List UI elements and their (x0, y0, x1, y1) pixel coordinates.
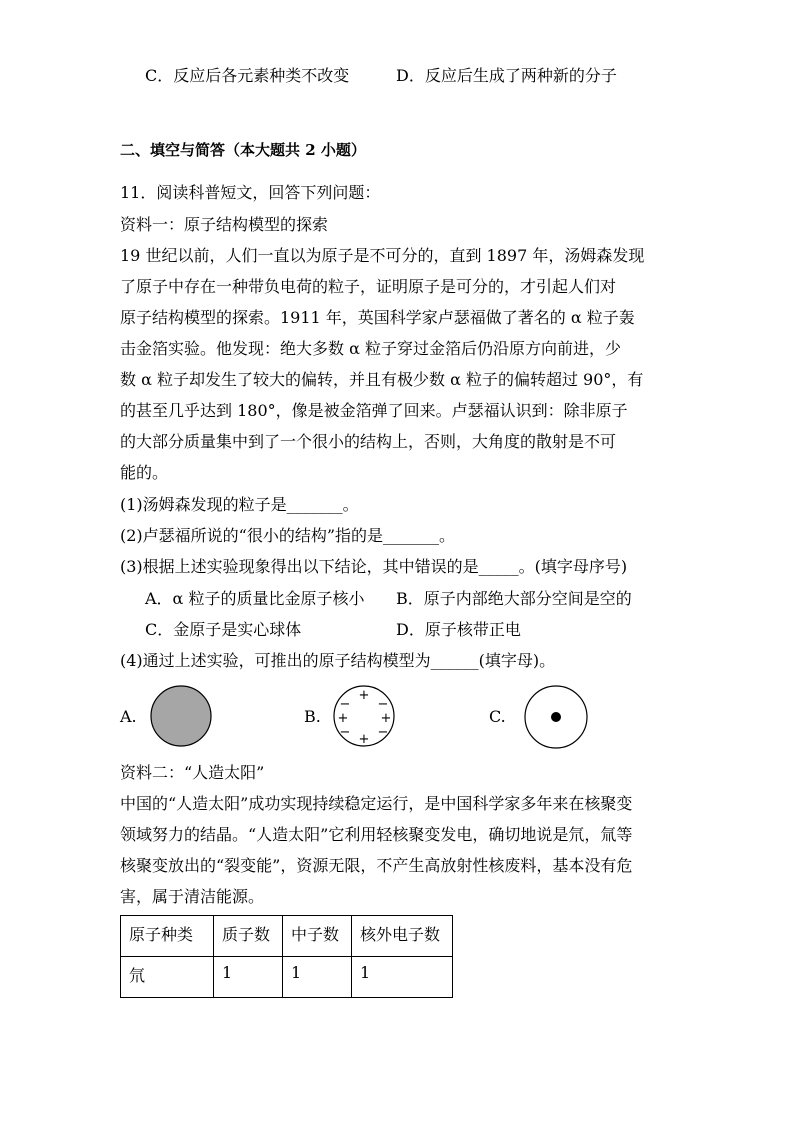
q3-option-d: D．原子核带正电 (396, 620, 521, 639)
option-d-top: D．反应后生成了两种新的分子 (396, 66, 617, 85)
charge-symbol: + (380, 711, 392, 726)
material2-line: 核聚变放出的“裂变能”，资源无限，不产生高放射性核废料，基本没有危 (120, 856, 633, 875)
model-b-label: B. (304, 707, 321, 726)
nucleus-dot (551, 712, 561, 722)
table-header-cell: 质子数 (214, 916, 283, 957)
table-header-row (121, 916, 453, 957)
q3-option-a: A．α 粒子的质量比金原子核小 (145, 589, 365, 608)
material1-title: 资料一：原子结构模型的探索 (120, 215, 329, 234)
model-c-nuclear (522, 684, 590, 750)
charge-symbol: − (339, 725, 351, 740)
model-c-label: C. (489, 707, 506, 726)
table-cell: 1 (283, 957, 352, 998)
model-b-plum-pudding (332, 684, 396, 748)
material2-line: 领域努力的结晶。“人造太阳”它利用轻核聚变发电，确切地说是氘，氚等 (120, 825, 633, 844)
atom-data-table (120, 915, 453, 998)
material1-line: 的大部分质量集中到了一个很小的结构上，否则，大角度的散射是不可 (120, 432, 617, 451)
table-cell: 氘 (121, 957, 214, 998)
material1-line: 击金箔实验。他发现：绝大多数 α 粒子穿过金箔后仍沿原方向前进，少 (120, 339, 621, 358)
q11-intro: 11．阅读科普短文，回答下列问题： (120, 183, 381, 202)
material2-line: 中国的“人造太阳”成功实现持续稳定运行，是中国科学家多年来在核聚变 (120, 794, 633, 813)
material1-line: 了原子中存在一种带负电荷的粒子，证明原子是可分的，才引起人们对 (120, 277, 617, 296)
charge-symbol: + (358, 688, 370, 703)
charge-symbol: − (377, 725, 389, 740)
table-cell: 1 (214, 957, 283, 998)
q3-option-c: C．金原子是实心球体 (145, 620, 302, 639)
charge-symbol: − (377, 697, 389, 712)
table-header-cell: 原子种类 (121, 916, 214, 957)
charge-symbol: + (358, 732, 370, 747)
material1-line: 能的。 (120, 463, 169, 482)
section-heading: 二、填空与简答（本大题共 2 小题） (120, 141, 366, 159)
option-c-top: C．反应后各元素种类不改变 (145, 66, 350, 85)
question-2: (2)卢瑟福所说的“很小的结构”指的是_______。 (120, 526, 456, 545)
material2-title: 资料二：“人造太阳” (120, 763, 265, 782)
material1-line: 19 世纪以前，人们一直以为原子是不可分的，直到 1897 年，汤姆森发现 (120, 246, 645, 265)
charge-symbol: − (339, 697, 351, 712)
table-row (121, 957, 453, 998)
question-4: (4)通过上述实验，可推出的原子结构模型为______(填字母)。 (120, 651, 556, 670)
table-header-cell: 中子数 (283, 916, 352, 957)
charge-symbol: + (337, 711, 349, 726)
question-3: (3)根据上述实验现象得出以下结论，其中错误的是_____。(填字母序号) (120, 557, 628, 576)
material2-line: 害，属于清洁能源。 (120, 887, 265, 906)
table-header-cell: 核外电子数 (352, 916, 453, 957)
material1-line: 原子结构模型的探索。1911 年，英国科学家卢瑟福做了著名的 α 粒子轰 (120, 308, 635, 327)
material1-line: 数 α 粒子却发生了较大的偏转，并且有极少数 α 粒子的偏转超过 90°，有 (120, 370, 644, 389)
model-a-solid-sphere (149, 684, 213, 748)
material1-line: 的甚至几乎达到 180°，像是被金箔弹了回来。卢瑟福认识到：除非原子 (120, 401, 628, 420)
q3-option-b: B．原子内部绝大部分空间是空的 (396, 589, 632, 608)
model-a-label: A. (120, 707, 137, 726)
question-1: (1)汤姆森发现的粒子是_______。 (120, 495, 359, 514)
table-cell: 1 (352, 957, 453, 998)
